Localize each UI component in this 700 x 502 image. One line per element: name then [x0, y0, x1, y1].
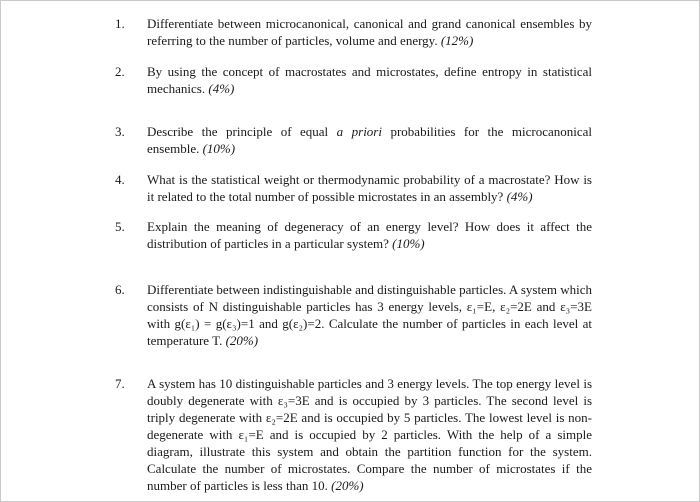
question-number: 2. [115, 64, 125, 79]
question-weight: (4%) [208, 81, 235, 96]
question-weight: (12%) [440, 33, 474, 48]
question-weight: (20%) [331, 478, 364, 493]
question-weight: (10%) [202, 141, 236, 156]
question-text: Describe the principle of equal a priori probabilities for the microcanonical ensemble. (10%) [147, 124, 593, 156]
question-text: A system has 10 distinguishable particles and 3 energy levels. The top energy level is doubly degenerate with ε₃=3E and is occupied by 3 particles. The second level is triply degenerate with ε₂=2E and is occupied by 5 particles. The lowest level is non-degenerate with ε₁=E and is occupied by 2 particles. With the help of a simple diagram, illustrate this system and obtain the partition function for the system. Calculate the number of microstates. Compare the number of microstates if the number of particles is less than 10. (20%) [147, 376, 592, 493]
question-text: By using the concept of macrostates and microstates, define entropy in statistical mechanics. (4%) [147, 64, 592, 96]
question-text: What is the statistical weight or thermodynamic probability of a macrostate? How is it related to the total number of possible microstates in an assembly? (4%) [147, 172, 592, 204]
question-number: 4. [115, 172, 125, 187]
question-number: 5. [115, 219, 125, 234]
question-weight: (20%) [225, 333, 259, 348]
question-number: 7. [115, 376, 125, 391]
question-number: 6. [115, 282, 125, 297]
question-weight: (10%) [392, 236, 425, 251]
a-priori-emphasis: a priori [336, 124, 382, 139]
question-number: 3. [115, 124, 125, 139]
question-number: 1. [115, 16, 125, 31]
question-text: Differentiate between microcanonical, canonical and grand canonical ensembles by referring to the number of particles, volume and energy. (12%) [147, 16, 592, 48]
question-weight: (4%) [506, 189, 533, 204]
question-text: Differentiate between indistinguishable and distinguishable particles. A system which consists of N distinguishable particles has 3 energy levels, ε₁=E, ε₂=2E and ε₃=3E with g(ε₁) = g(ε₃)=1 and g(ε₂)=2. Calculate the number of particles in each level at temperature T. (20%) [147, 282, 592, 348]
question-text: Explain the meaning of degeneracy of an energy level? How does it affect the distribution of particles in a particular system? (10%) [147, 219, 592, 251]
